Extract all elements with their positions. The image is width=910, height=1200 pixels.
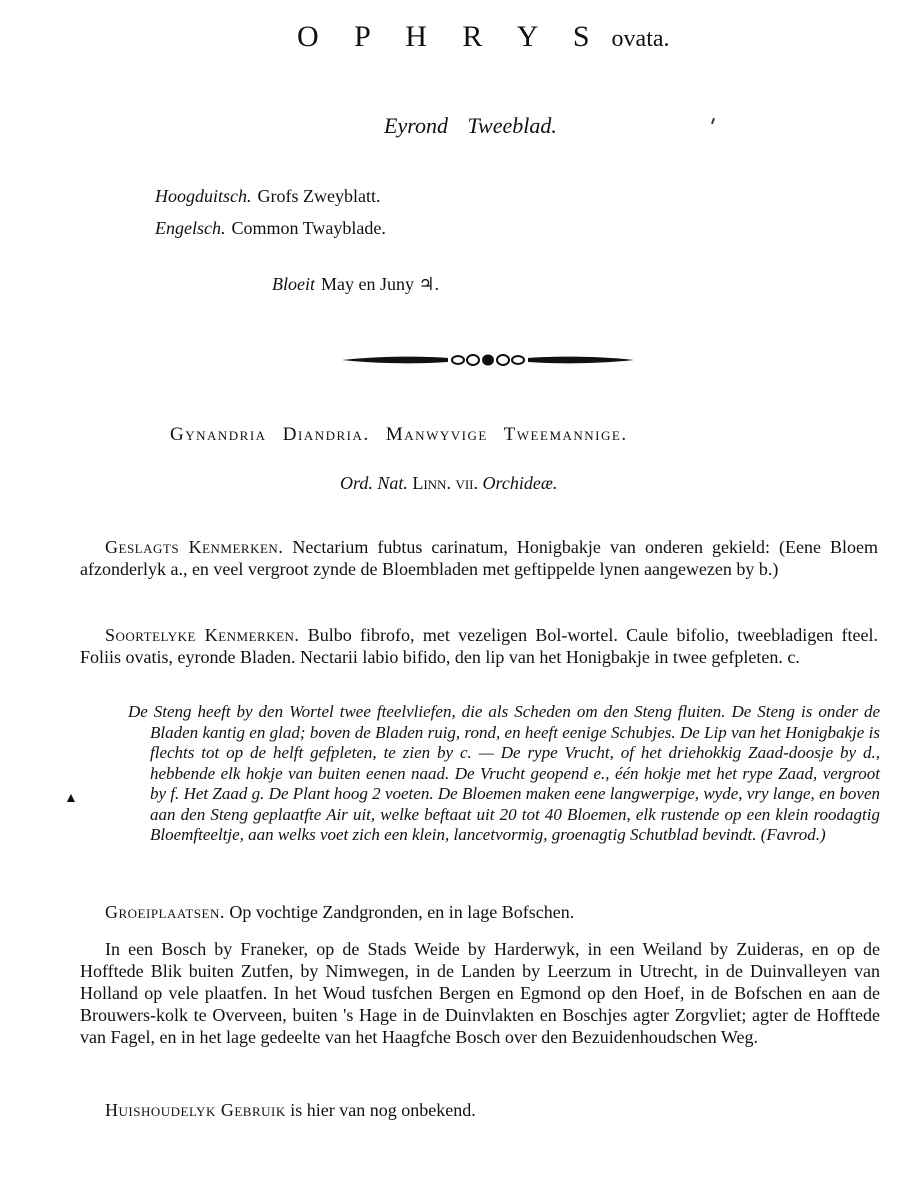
species-name: ovata.	[611, 26, 670, 52]
species-characters	[80, 624, 878, 668]
habitat-heading: Groeiplaatsen.	[105, 902, 225, 922]
order-label: Ord. Nat.	[340, 473, 408, 493]
ornament-divider-icon	[340, 352, 636, 368]
margin-mark-icon: ▲	[64, 791, 78, 806]
order-number: vii.	[455, 473, 478, 493]
species-text: Bulbo fibrofo, met vezeligen Bol-wortel. Caule bifolio, tweebladigen fteel. Foliis ovatis, eyronde Bladen. Nectarii labio bifido, den lip van het Honigbakje in twee gefpleten. c.	[80, 625, 879, 667]
page-title	[297, 20, 670, 54]
order-line	[340, 473, 557, 494]
bloom-value: May en Juny ♃.	[321, 274, 440, 294]
use-text: is hier van nog onbekend.	[290, 1100, 476, 1120]
economic-use-line	[105, 1099, 865, 1121]
english-name-line	[155, 218, 386, 239]
species-heading: Soortelyke Kenmerken.	[105, 625, 300, 645]
habitat-text: Op vochtige Zandgronden, en in lage Bofschen.	[229, 902, 575, 922]
description-first: De Steng heeft by den Wortel twee fteelvliefen, die als Scheden om den Steng fluiten.	[128, 702, 726, 721]
english-name: Common Twayblade.	[231, 218, 386, 238]
genus-heading: Geslagts Kenmerken.	[105, 537, 284, 557]
genus-text: Nectarium fubtus carinatum, Honigbakje van onderen gekield: (Eene Bloem afzonderlyk a., en veel vergroot zynde de Bloembladen met geftippelde lynen aangewezen by b.)	[80, 537, 879, 579]
bloom-label: Bloeit	[272, 274, 315, 294]
german-name: Grofs Zweyblatt.	[257, 186, 381, 206]
ink-speck	[711, 118, 715, 124]
habitat-line	[105, 901, 865, 923]
german-name-line	[155, 186, 380, 207]
use-heading: Huishoudelyk Gebruik	[105, 1100, 286, 1120]
description-paragraph	[128, 702, 880, 846]
german-label: Hoogduitsch.	[155, 186, 252, 206]
classification-line: Gynandria Diandria. Manwyvige Tweemannige.	[170, 424, 628, 445]
bloom-line	[272, 274, 439, 295]
genus-name: O P H R Y S	[297, 20, 604, 53]
dutch-name: Eyrond Tweeblad.	[384, 113, 557, 138]
genus-characters	[80, 536, 878, 580]
order-name: Orchideæ.	[482, 473, 558, 493]
description-rest: De Steng is onder de Bladen kantig en glad; boven de Bladen ruig, rond, en heeft eenige Schubjes. De Lip van het Honigbakje is flechts tot op de helft gefpleten, te zien by c. — De rype Vrucht, of het driehokkig Zaad-doosje by d., hebbende elk hokje van buiten eenen naad. De Vrucht geopend e., één hokje met het rype Zaad, vergroot by f. Het Zaad g. De Plant hoog 2 voeten. De Bloemen maken eene langwerpige, wyde, vry lange, en boven aan den Steng geplaatfte Air uit, welke beftaat uit 20 tot 40 Bloemen, elk rustende op een klein roodagtig Bloemfteeltje, aan welks voet zich een klein, lancetvormig, groenagtig Schutblad bevindt. (Favrod.)	[150, 702, 881, 844]
order-author: Linn.	[412, 473, 451, 493]
localities-paragraph: In een Bosch by Franeker, op de Stads Weide by Harderwyk, in een Weiland by Zuideras, en op de Hofftede Blik buiten Zutfen, by Nimwegen, in de Landen by Leerzum in Utrecht, in de Duinvalleyen van Holland op vele plaatfen. In het Woud tusfchen Bergen en Egmond op den Hoef, in de Bofschen en aan de Brouwers-kolk te Overveen, buiten 's Hage in de Duinvlakten en Boschjes agter Zorgvliet; agter de Hofftede van Fagel, en in het lage gedeelte van het Haagfche Bosch over den Bezuidenhoudschen Weg.	[80, 939, 880, 1047]
english-label: Engelsch.	[155, 218, 226, 238]
